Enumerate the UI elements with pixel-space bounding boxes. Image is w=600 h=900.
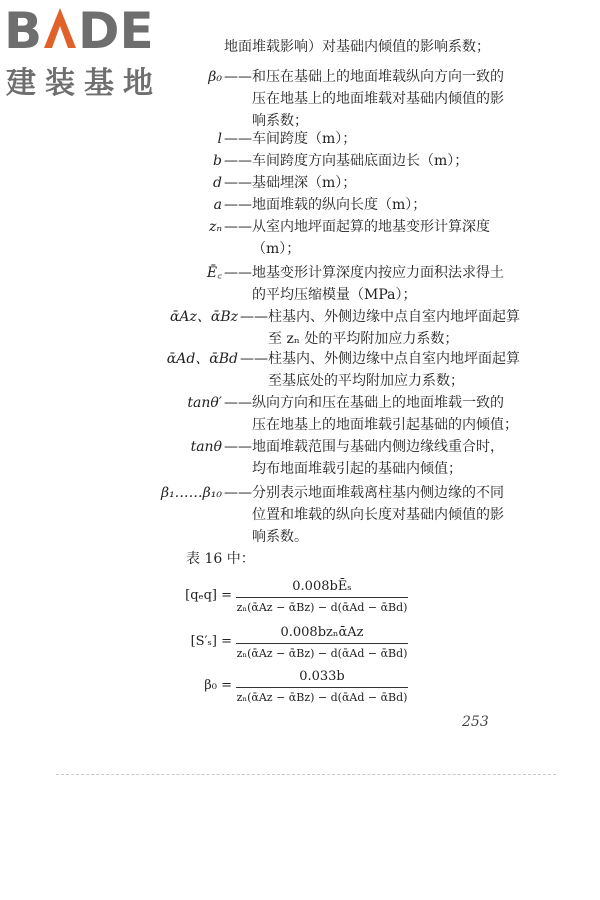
fraction-denominator: zₙ(ᾱAz − ᾱBz) − d(ᾱAd − ᾱBd) xyxy=(236,647,408,660)
fraction-denominator: zₙ(ᾱAz − ᾱBz) − d(ᾱAd − ᾱBd) xyxy=(236,691,408,704)
fraction-numerator: 0.008bĒₛ xyxy=(292,579,352,594)
definition-continuation: 压在地基上的地面堆载引起基础的内倾值； xyxy=(252,417,518,433)
page-number: 253 xyxy=(462,714,489,730)
definition-symbol: ᾱAz、ᾱBz xyxy=(169,309,238,325)
fraction-bar xyxy=(236,597,408,598)
definition-text: ——柱基内、外侧边缘中点自室内地坪面起算 xyxy=(240,309,520,325)
definition-symbol: zₙ xyxy=(208,219,222,235)
definition-continuation: 均布地面堆载引起的基础内倾值； xyxy=(252,461,462,477)
definition-symbol: β₀ xyxy=(208,69,222,85)
top-text: 地面堆载影响）对基础内倾值的影响系数； xyxy=(224,39,490,55)
definition-symbol: d xyxy=(213,175,222,191)
logo-wordmark xyxy=(4,4,176,54)
definition-continuation: 响系数。 xyxy=(252,529,308,545)
equation-lhs: [S′ₛ] = xyxy=(190,634,232,649)
svg-text:DE: DE xyxy=(78,4,154,54)
definition-text: ——分别表示地面堆载离柱基内侧边缘的不同 xyxy=(224,485,504,501)
definition-symbol: b xyxy=(213,153,222,169)
definition-symbol: β₁……β₁₀ xyxy=(160,485,222,501)
definition-symbol: tanθ xyxy=(190,439,222,455)
definition-text: ——从室内地坪面起算的地基变形计算深度 xyxy=(224,219,490,235)
definition-symbol: Ē꜀ xyxy=(206,265,222,281)
definition-continuation: 至 zₙ 处的平均附加应力系数； xyxy=(268,331,459,347)
definition-continuation: 压在地基上的地面堆载对基础内倾值的影 xyxy=(252,91,504,107)
definition-symbol: tanθ′ xyxy=(187,395,222,411)
fraction-numerator: 0.008bzₙᾱAz xyxy=(280,625,364,640)
definition-text: ——地面堆载范围与基础内侧边缘线重合时， xyxy=(224,439,504,455)
fraction-bar xyxy=(236,687,408,688)
svg-text:B: B xyxy=(4,4,43,54)
definition-continuation: 响系数； xyxy=(252,113,308,129)
definition-text: ——车间跨度（m）； xyxy=(224,131,357,147)
definition-continuation: 的平均压缩模量（MPa）； xyxy=(252,287,417,303)
scan-artifact-line xyxy=(56,774,556,776)
definition-text: ——纵向方向和压在基础上的地面堆载一致的 xyxy=(224,395,504,411)
definition-continuation: 至基底处的平均附加应力系数； xyxy=(268,373,464,389)
equation-lhs: [qₑq] = xyxy=(185,588,232,603)
definition-text: ——车间跨度方向基础底面边长（m）； xyxy=(224,153,469,169)
brand-logo xyxy=(4,4,176,101)
definition-continuation-top xyxy=(224,36,490,58)
definition-text: ——地面堆载的纵向长度（m）； xyxy=(224,197,427,213)
table-reference-label: 表 16 中： xyxy=(186,551,255,567)
definition-text: ——柱基内、外侧边缘中点自室内地坪面起算 xyxy=(240,351,520,367)
logo-subtitle: 建装基地 xyxy=(6,66,162,101)
equation-lhs: β₀ = xyxy=(204,678,232,693)
definition-symbol: ᾱAd、ᾱBd xyxy=(166,351,238,367)
equation-fraction xyxy=(236,668,408,707)
definition-continuation: 位置和堆载的纵向长度对基础内倾值的影 xyxy=(252,507,504,523)
definition-text: ——和压在基础上的地面堆载纵向方向一致的 xyxy=(224,69,504,85)
definition-continuation: （m）； xyxy=(252,241,301,257)
definition-text: ——基础埋深（m）； xyxy=(224,175,357,191)
equation-fraction xyxy=(236,624,408,663)
fraction-numerator: 0.033b xyxy=(299,669,345,684)
logo-a-mark xyxy=(44,8,76,48)
definition-symbol: a xyxy=(213,197,222,213)
definition-symbol: l xyxy=(217,131,222,147)
fraction-denominator: zₙ(ᾱAz − ᾱBz) − d(ᾱAd − ᾱBd) xyxy=(236,601,408,614)
equation-fraction xyxy=(236,578,408,617)
fraction-bar xyxy=(236,643,408,644)
definition-text: ——地基变形计算深度内按应力面积法求得土 xyxy=(224,265,504,281)
